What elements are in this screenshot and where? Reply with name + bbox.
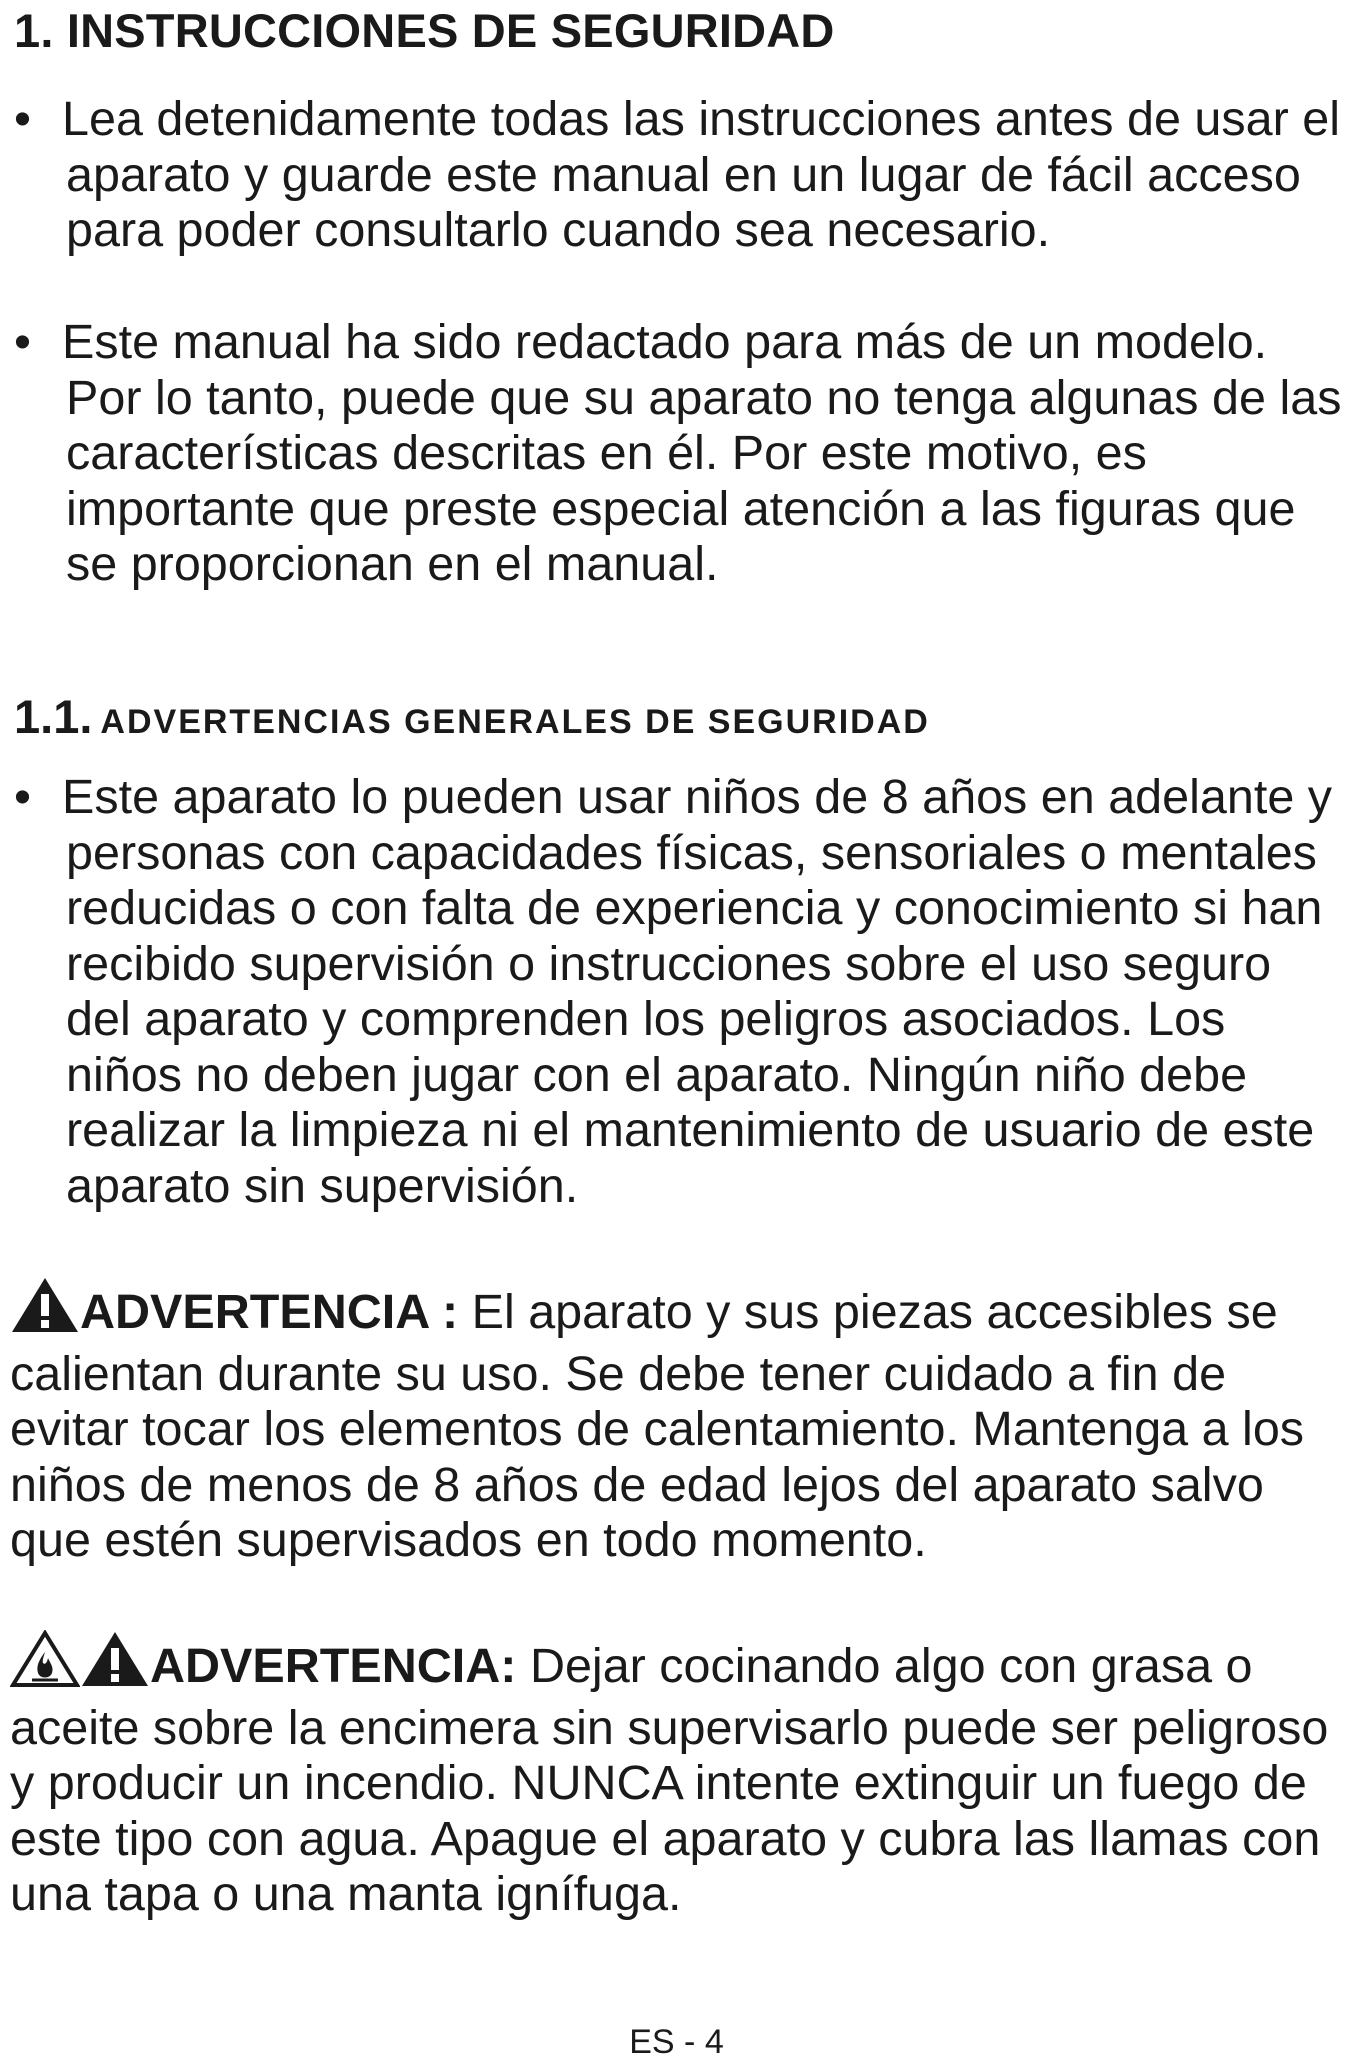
bullet-mark: • xyxy=(14,315,31,369)
warning-icon xyxy=(10,1276,80,1347)
warning-icon xyxy=(80,1630,150,1701)
subsection-heading: ADVERTENCIAS GENERALES DE SEGURIDAD xyxy=(100,703,930,741)
list-item xyxy=(14,315,1344,593)
warning-block xyxy=(10,1630,1345,1923)
warning-block xyxy=(10,1276,1345,1569)
section-title: 1. INSTRUCCIONES DE SEGURIDAD xyxy=(14,4,835,57)
bullet-mark: • xyxy=(14,92,31,146)
page-number: ES - 4 xyxy=(629,2023,724,2061)
subsection-title xyxy=(14,688,930,758)
list-item xyxy=(14,770,1344,1214)
bullet-text: Este aparato lo pueden usar niños de 8 años en adelante y personas con capacidades físicas, sensoriales o mentales reducidas o con falta de experiencia y conocimiento si han recibido supervisión o instrucciones sobre el uso seguro del aparato y comprenden los peligros asociados. Los niños no deben jugar con el aparato. Ningún niño debe realizar la limpieza ni el mantenimiento de usuario de este aparato sin supervisión. xyxy=(62,770,1333,1213)
warning-text: El aparato y sus piezas accesibles se calientan durante su uso. Se debe tener cuidado a fin de evitar tocar los elementos de calentamiento. Mantenga a los niños de menos de 8 años de edad lejos del aparato salvo que estén supervisados en todo momento. xyxy=(10,1285,1305,1567)
fire-hazard-icon xyxy=(10,1630,80,1701)
warning-text: Dejar cocinando algo con grasa o aceite sobre la encimera sin supervisarlo puede ser peligroso y producir un incendio. NUNCA intente extinguir un fuego de este tipo con agua. Apague el aparato y cubra las llamas con una tapa o una manta ignífuga. xyxy=(10,1639,1329,1921)
warning-label: ADVERTENCIA: xyxy=(150,1639,517,1693)
bullet-text: Este manual ha sido redactado para más de un modelo. Por lo tanto, puede que su aparato no tenga algunas de las características descritas en él. Por este motivo, es importante que preste especial atención a las figuras que se proporcionan en el manual. xyxy=(62,315,1342,591)
subsection-number: 1.1. xyxy=(14,690,93,743)
bullet-mark: • xyxy=(14,770,31,824)
bullet-text: Lea detenidamente todas las instrucciones antes de usar el aparato y guarde este manual en un lugar de fácil acceso para poder consultarlo cuando sea necesario. xyxy=(62,92,1340,257)
warning-label: ADVERTENCIA : xyxy=(80,1285,459,1339)
list-item xyxy=(14,92,1344,259)
